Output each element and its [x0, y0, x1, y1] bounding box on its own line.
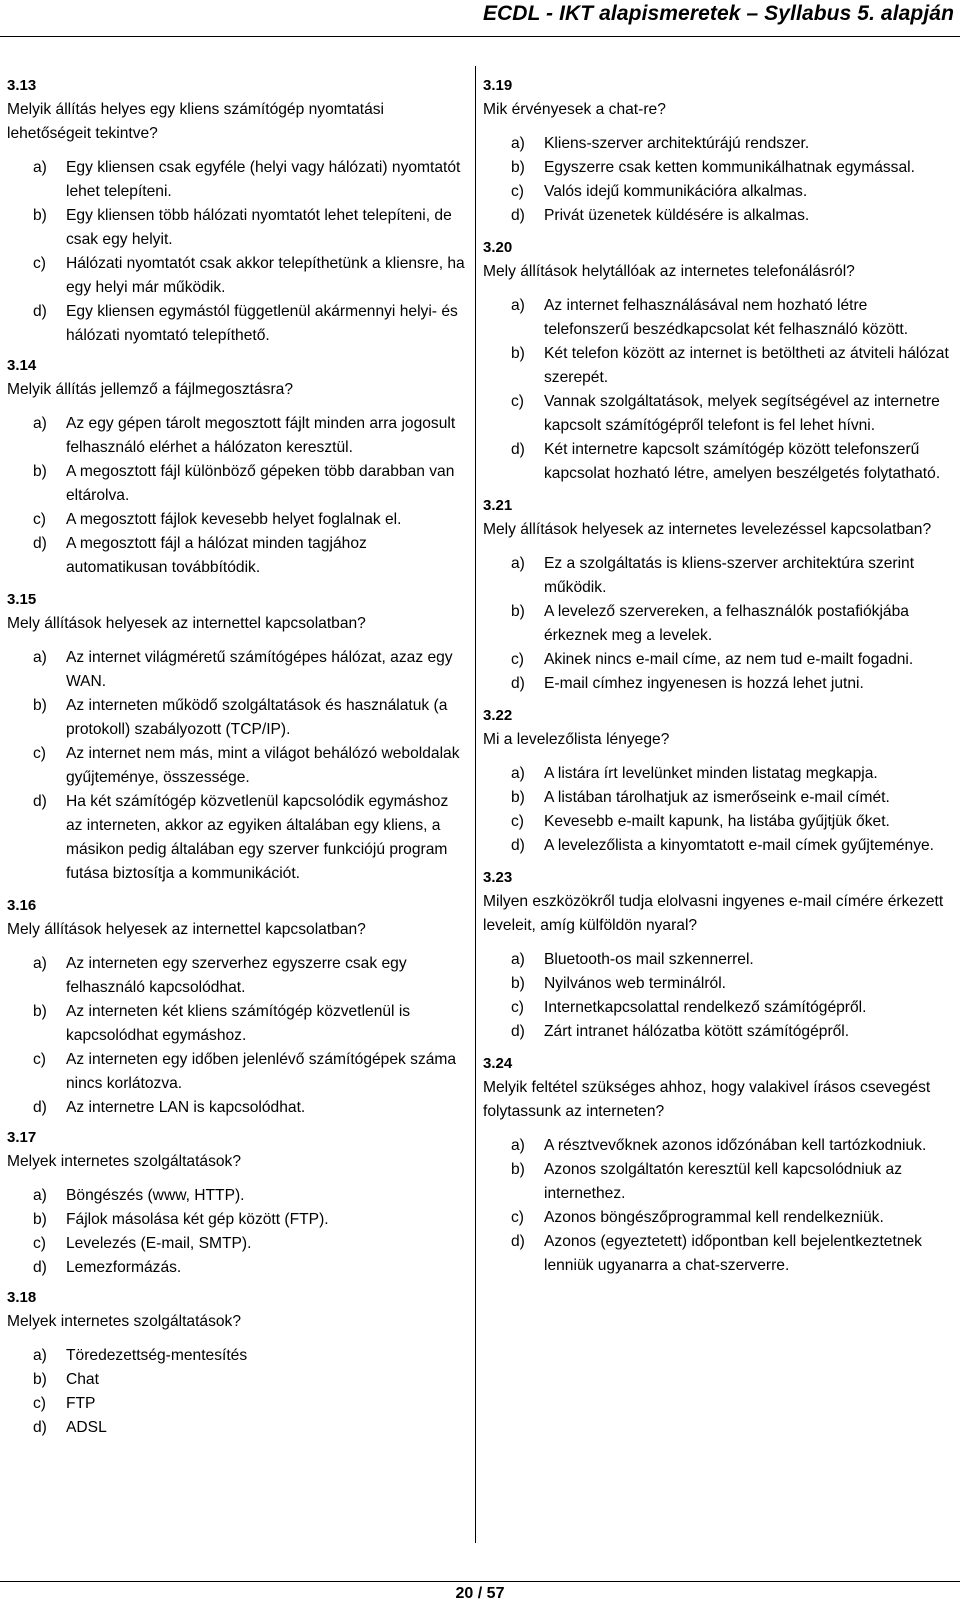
footer-divider: [0, 1581, 960, 1582]
question-block: [7, 1286, 469, 1440]
answer-letter: d): [511, 1023, 525, 1040]
question-block: [483, 1052, 953, 1278]
answer-text: Az internetre LAN is kapcsolódhat.: [66, 1099, 306, 1116]
answer-list: [7, 412, 469, 580]
question-text: Melyik állítás helyes egy kliens számítógép nyomtatási lehetőségeit tekintve?: [7, 101, 385, 142]
answer-list: [483, 948, 953, 1044]
answer-text: A levelező szervereken, a felhasználók postafiókjába érkeznek meg a levelek.: [544, 603, 909, 644]
answer-letter: b): [33, 697, 47, 714]
answer-item: [483, 1134, 953, 1158]
answer-text: Egy kliensen egymástól függetlenül akármennyi helyi- és hálózati nyomtató telepíthető.: [66, 303, 458, 344]
answer-letter: c): [33, 255, 46, 272]
answer-text: Az internet világméretű számítógépes hálózat, azaz egy WAN.: [66, 649, 453, 690]
answer-text: Azonos szolgáltatón keresztül kell kapcsolódniuk az internethez.: [544, 1161, 902, 1202]
answer-item: [7, 1392, 469, 1416]
question-number: 3.13: [7, 77, 37, 94]
answer-letter: b): [33, 1371, 47, 1388]
answer-letter: a): [33, 955, 47, 972]
answer-item: [7, 508, 469, 532]
answer-item: [483, 600, 953, 648]
question-text: Mely állítások helytállóak az internetes telefonálásról?: [483, 263, 855, 280]
answer-text: Töredezettség-mentesítés: [66, 1347, 248, 1364]
answer-letter: d): [511, 675, 525, 692]
answer-letter: c): [33, 1051, 46, 1068]
answer-text: FTP: [66, 1395, 96, 1412]
answer-item: [483, 810, 953, 834]
answer-letter: d): [33, 793, 47, 810]
question-block: [483, 74, 953, 228]
answer-letter: b): [511, 159, 525, 176]
answer-item: [483, 1020, 953, 1044]
answer-letter: c): [33, 1235, 46, 1252]
answer-letter: a): [33, 159, 47, 176]
question-number: 3.21: [483, 497, 513, 514]
left-column: [7, 74, 469, 1442]
answer-item: [7, 1344, 469, 1368]
answer-list: [7, 646, 469, 886]
answer-item: [483, 648, 953, 672]
header-title: ECDL - IKT alapismeretek – Syllabus 5. alapján: [482, 2, 954, 25]
answer-list: [483, 132, 953, 228]
column-divider: [475, 66, 476, 1543]
question-text: Mi a levelezőlista lényege?: [483, 731, 670, 748]
answer-letter: a): [511, 765, 525, 782]
question-block: [7, 354, 469, 580]
question-number: 3.17: [7, 1129, 37, 1146]
answer-letter: d): [511, 207, 525, 224]
answer-item: [7, 1000, 469, 1048]
answer-item: [7, 156, 469, 204]
answer-text: Két internetre kapcsolt számítógép között telefonszerű kapcsolat hozható létre, amelyen beszélgetés folytatható.: [544, 441, 941, 482]
answer-item: [7, 1184, 469, 1208]
answer-text: Kliens-szerver architektúrájú rendszer.: [544, 135, 810, 152]
answer-item: [7, 1208, 469, 1232]
answer-text: Böngészés (www, HTTP).: [66, 1187, 245, 1204]
question-number: 3.23: [483, 869, 513, 886]
answer-list: [7, 156, 469, 348]
answer-text: Privát üzenetek küldésére is alkalmas.: [544, 207, 810, 224]
answer-letter: d): [33, 1419, 47, 1436]
answer-letter: a): [33, 649, 47, 666]
answer-text: Azonos böngészőprogrammal kell rendelkezniük.: [544, 1209, 884, 1226]
answer-item: [483, 1206, 953, 1230]
answer-list: [7, 952, 469, 1120]
page-number: 20 / 57: [455, 1585, 505, 1602]
answer-letter: c): [33, 745, 46, 762]
answer-list: [483, 552, 953, 696]
answer-text: Lemezformázás.: [66, 1259, 182, 1276]
answer-item: [7, 790, 469, 886]
answer-item: [7, 412, 469, 460]
question-text: Milyen eszközökről tudja elolvasni ingyenes e-mail címére érkezett leveleit, amíg külföldön nyaral?: [483, 893, 944, 934]
answer-text: Az interneten két kliens számítógép közvetlenül is kapcsolódhat egymáshoz.: [66, 1003, 411, 1044]
answer-letter: d): [33, 1099, 47, 1116]
answer-text: Az internet nem más, mint a világot behálózó weboldalak gyűjteménye, összessége.: [66, 745, 460, 786]
answer-text: A levelezőlista a kinyomtatott e-mail címek gyűjteménye.: [544, 837, 935, 854]
answer-letter: b): [33, 1003, 47, 1020]
answer-letter: d): [511, 1233, 525, 1250]
answer-letter: b): [511, 1161, 525, 1178]
answer-letter: c): [511, 813, 524, 830]
answer-letter: a): [511, 951, 525, 968]
answer-item: [483, 180, 953, 204]
answer-item: [7, 300, 469, 348]
answer-item: [483, 972, 953, 996]
question-text: Mely állítások helyesek az internettel kapcsolatban?: [7, 921, 366, 938]
answer-letter: a): [511, 1137, 525, 1154]
answer-letter: a): [511, 135, 525, 152]
answer-text: Fájlok másolása két gép között (FTP).: [66, 1211, 329, 1228]
answer-text: Az internet felhasználásával nem hozható létre telefonszerű beszédkapcsolat két felhasználó között.: [544, 297, 909, 338]
answer-list: [7, 1344, 469, 1440]
answer-letter: d): [511, 837, 525, 854]
answer-item: [483, 762, 953, 786]
answer-text: Az interneten egy szerverhez egyszerre csak egy felhasználó kapcsolódhat.: [66, 955, 407, 996]
question-number: 3.20: [483, 239, 513, 256]
answer-list: [483, 1134, 953, 1278]
answer-item: [483, 552, 953, 600]
question-block: [7, 1126, 469, 1280]
answer-item: [483, 294, 953, 342]
answer-list: [7, 1184, 469, 1280]
question-text: Mely állítások helyesek az internetes levelezéssel kapcsolatban?: [483, 521, 932, 538]
answer-item: [483, 834, 953, 858]
answer-letter: b): [511, 975, 525, 992]
answer-item: [7, 252, 469, 300]
answer-text: Valós idejű kommunikációra alkalmas.: [544, 183, 808, 200]
answer-text: ADSL: [66, 1419, 107, 1436]
answer-text: Vannak szolgáltatások, melyek segítségével az internetre kapcsolt számítógépről telefont is fel lehet hívni.: [544, 393, 940, 434]
answer-text: A listában tárolhatjuk az ismerőseink e-mail címét.: [544, 789, 890, 806]
answer-item: [483, 132, 953, 156]
question-block: [483, 236, 953, 486]
answer-text: Ez a szolgáltatás is kliens-szerver architektúra szerint működik.: [544, 555, 915, 596]
answer-text: Ha két számítógép közvetlenül kapcsolódik egymáshoz az interneten, akkor az egyiken általában egy kliens, a másikon pedig általában egy szerver funkciójú program futása biztosítja a kommunikációt.: [66, 793, 449, 882]
answer-text: Levelezés (E-mail, SMTP).: [66, 1235, 252, 1252]
answer-item: [7, 646, 469, 694]
answer-letter: b): [33, 1211, 47, 1228]
question-block: [7, 894, 469, 1120]
answer-item: [483, 1230, 953, 1278]
answer-letter: c): [33, 1395, 46, 1412]
answer-text: E-mail címhez ingyenesen is hozzá lehet jutni.: [544, 675, 864, 692]
answer-text: A megosztott fájl a hálózat minden tagjához automatikusan továbbítódik.: [66, 535, 367, 576]
answer-item: [483, 786, 953, 810]
answer-text: A résztvevőknek azonos időzónában kell tartózkodniuk.: [544, 1137, 927, 1154]
answer-text: Egyszerre csak ketten kommunikálhatnak egymással.: [544, 159, 915, 176]
answer-text: Egy kliensen több hálózati nyomtatót lehet telepíteni, de csak egy helyit.: [66, 207, 452, 248]
answer-item: [483, 672, 953, 696]
answer-letter: d): [33, 535, 47, 552]
answer-letter: a): [33, 415, 47, 432]
answer-text: Az interneten működő szolgáltatások és használatuk (a protokoll) szabályozott (TCP/IP).: [66, 697, 448, 738]
answer-letter: b): [511, 345, 525, 362]
answer-item: [483, 156, 953, 180]
answer-text: Azonos (egyeztetett) időpontban kell bejelentkeztetnek lenniük ugyanarra a chat-szerverre.: [544, 1233, 922, 1274]
answer-item: [483, 438, 953, 486]
answer-item: [7, 694, 469, 742]
question-text: Melyik állítás jellemző a fájlmegosztásra?: [7, 381, 293, 398]
answer-item: [7, 460, 469, 508]
answer-letter: d): [511, 441, 525, 458]
question-block: [7, 74, 469, 348]
answer-letter: c): [33, 511, 46, 528]
answer-list: [483, 762, 953, 858]
question-text: Mely állítások helyesek az internettel kapcsolatban?: [7, 615, 366, 632]
answer-item: [7, 1096, 469, 1120]
right-column: [483, 74, 953, 1280]
answer-letter: c): [511, 183, 524, 200]
answer-letter: a): [33, 1347, 47, 1364]
answer-item: [483, 948, 953, 972]
question-number: 3.18: [7, 1289, 37, 1306]
answer-text: Akinek nincs e-mail címe, az nem tud e-mailt fogadni.: [544, 651, 914, 668]
answer-letter: c): [511, 651, 524, 668]
answer-text: A listára írt levelünket minden listatag megkapja.: [544, 765, 878, 782]
answer-text: A megosztott fájlok kevesebb helyet foglalnak el.: [66, 511, 402, 528]
answer-letter: a): [33, 1187, 47, 1204]
answer-item: [483, 342, 953, 390]
answer-text: Chat: [66, 1371, 99, 1388]
answer-text: Bluetooth-os mail szkennerrel.: [544, 951, 754, 968]
answer-text: Az egy gépen tárolt megosztott fájlt minden arra jogosult felhasználó elérhet a hálózaton keresztül.: [66, 415, 456, 456]
answer-item: [483, 204, 953, 228]
answer-letter: d): [33, 1259, 47, 1276]
question-number: 3.15: [7, 591, 37, 608]
answer-item: [483, 1158, 953, 1206]
answer-letter: c): [511, 1209, 524, 1226]
answer-text: Zárt intranet hálózatba kötött számítógépről.: [544, 1023, 850, 1040]
answer-text: Kevesebb e-mailt kapunk, ha listába gyűjtjük őket.: [544, 813, 890, 830]
answer-item: [483, 996, 953, 1020]
answer-item: [7, 1368, 469, 1392]
answer-letter: b): [33, 463, 47, 480]
answer-item: [7, 1416, 469, 1440]
answer-letter: a): [511, 297, 525, 314]
question-number: 3.19: [483, 77, 513, 94]
answer-item: [7, 204, 469, 252]
question-number: 3.16: [7, 897, 37, 914]
question-text: Melyik feltétel szükséges ahhoz, hogy valakivel írásos csevegést folytassunk az interneten?: [483, 1079, 931, 1120]
answer-item: [7, 1048, 469, 1096]
page-header: [0, 0, 960, 37]
answer-text: Nyilvános web terminálról.: [544, 975, 726, 992]
question-text: Melyek internetes szolgáltatások?: [7, 1153, 242, 1170]
answer-letter: c): [511, 999, 524, 1016]
question-block: [483, 866, 953, 1044]
answer-letter: b): [511, 603, 525, 620]
answer-text: Egy kliensen csak egyféle (helyi vagy hálózati) nyomtatót lehet telepíteni.: [66, 159, 461, 200]
question-number: 3.24: [483, 1055, 513, 1072]
answer-text: Az interneten egy időben jelenlévő számítógépek száma nincs korlátozva.: [66, 1051, 457, 1092]
question-block: [483, 704, 953, 858]
answer-letter: c): [511, 393, 524, 410]
answer-item: [7, 952, 469, 1000]
question-number: 3.22: [483, 707, 513, 724]
answer-item: [483, 390, 953, 438]
answer-letter: a): [511, 555, 525, 572]
answer-item: [7, 1256, 469, 1280]
answer-item: [7, 532, 469, 580]
answer-text: Hálózati nyomtatót csak akkor telepíthetünk a kliensre, ha egy helyi már működik.: [66, 255, 465, 296]
answer-letter: b): [33, 207, 47, 224]
question-number: 3.14: [7, 357, 37, 374]
question-block: [7, 588, 469, 886]
answer-letter: b): [511, 789, 525, 806]
answer-text: Internetkapcsolattal rendelkező számítógépről.: [544, 999, 867, 1016]
question-text: Melyek internetes szolgáltatások?: [7, 1313, 242, 1330]
answer-list: [483, 294, 953, 486]
question-block: [483, 494, 953, 696]
answer-item: [7, 742, 469, 790]
answer-item: [7, 1232, 469, 1256]
question-text: Mik érvényesek a chat-re?: [483, 101, 666, 118]
answer-letter: d): [33, 303, 47, 320]
answer-text: Két telefon között az internet is betöltheti az átviteli hálózat szerepét.: [544, 345, 949, 386]
answer-text: A megosztott fájl különböző gépeken több darabban van eltárolva.: [66, 463, 455, 504]
